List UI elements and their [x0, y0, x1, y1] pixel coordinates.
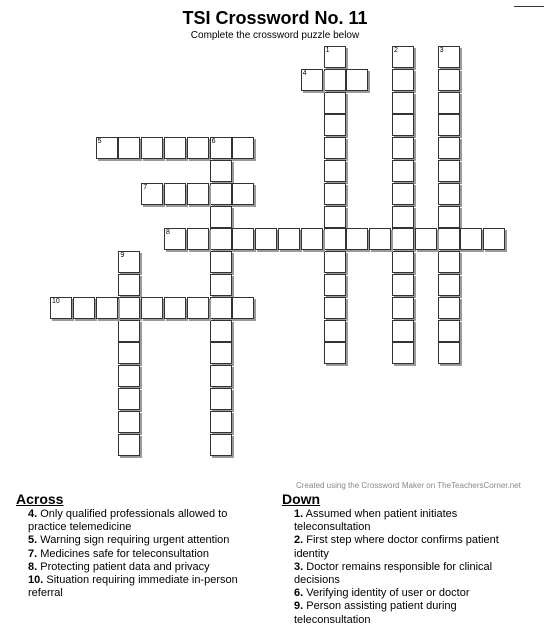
grid-cell[interactable] [324, 206, 346, 228]
grid-cell[interactable] [346, 228, 368, 250]
clue-number-label: 4 [302, 69, 307, 77]
grid-cell[interactable] [210, 274, 232, 296]
down-clue-number: 9. [294, 600, 304, 613]
grid-cell[interactable] [164, 297, 186, 319]
grid-cell[interactable] [118, 274, 140, 296]
clue-number-label: 8 [166, 229, 170, 237]
grid-cell[interactable] [346, 69, 368, 91]
grid-cell[interactable] [392, 137, 414, 159]
down-clue-number: 1. [294, 508, 304, 520]
down-clue-text: Doctor remains responsible for clinical decisions [294, 560, 493, 587]
grid-cell[interactable] [50, 297, 72, 319]
across-clue-text: Medicines safe for teleconsultation [37, 547, 210, 560]
grid-cell[interactable] [210, 228, 232, 250]
down-clue [294, 600, 524, 626]
down-clue [294, 534, 524, 560]
clue-number-label: 7 [143, 183, 148, 191]
down-clue-text: First step where doctor confirms patient identity [294, 534, 499, 560]
page-title: TSI Crossword No. 11 [182, 8, 368, 28]
grid-cell[interactable] [392, 251, 414, 273]
grid-cell[interactable] [392, 183, 414, 205]
grid-cell[interactable] [392, 46, 414, 68]
across-clue-number: 8. [28, 560, 38, 573]
grid-cell[interactable] [232, 297, 254, 319]
across-clue-number: 7. [28, 547, 38, 560]
grid-cell[interactable] [187, 297, 209, 319]
grid-cell[interactable] [187, 183, 209, 205]
grid-cell[interactable] [210, 297, 232, 319]
across-clue-number: 5. [28, 534, 38, 547]
grid-cell[interactable] [164, 137, 186, 159]
grid-cell[interactable] [301, 228, 323, 250]
across-clue-text: Warning sign requiring urgent attention [37, 534, 230, 547]
clue-number-label: 10 [52, 297, 60, 305]
grid-cell[interactable] [96, 137, 118, 159]
grid-cell[interactable] [210, 206, 232, 228]
grid-cell[interactable] [210, 160, 232, 182]
across-clue [28, 508, 258, 534]
grid-cell[interactable] [438, 183, 460, 205]
grid-cell[interactable] [164, 228, 186, 250]
grid-cell[interactable] [164, 183, 186, 205]
across-clues [16, 491, 258, 600]
grid-cell[interactable] [118, 137, 140, 159]
grid-cell[interactable] [438, 228, 460, 250]
grid-cell[interactable] [118, 365, 140, 387]
down-clue-number: 6. [294, 587, 304, 600]
grid-cell[interactable] [438, 251, 460, 273]
grid-cell[interactable] [438, 137, 460, 159]
down-clue-number: 3. [294, 560, 304, 573]
grid-cell[interactable] [438, 297, 460, 319]
grid-cell[interactable] [232, 183, 254, 205]
grid-cell[interactable] [438, 342, 460, 364]
grid-cell[interactable] [118, 388, 140, 410]
grid-cell[interactable] [210, 137, 232, 159]
grid-cell[interactable] [438, 160, 460, 182]
across-clue-text: Only qualified professionals allowed to practice telemedicine [28, 508, 228, 534]
grid-cell[interactable] [438, 206, 460, 228]
grid-cell[interactable] [278, 228, 300, 250]
grid-cell[interactable] [118, 434, 140, 456]
clue-number-label: 6 [211, 138, 216, 146]
grid-cell[interactable] [73, 297, 95, 319]
down-clue-text: Assumed when patient initiates teleconsultation [294, 508, 458, 534]
grid-cell[interactable] [118, 251, 140, 273]
grid-cell[interactable] [324, 228, 346, 250]
grid-cell[interactable] [141, 183, 163, 205]
grid-cell[interactable] [392, 92, 414, 114]
grid-cell[interactable] [324, 69, 346, 91]
grid-cell[interactable] [210, 411, 232, 433]
down-clue [294, 508, 524, 534]
across-clue-text: Situation requiring immediate in-person referral [28, 574, 238, 600]
grid-cell[interactable] [187, 137, 209, 159]
grid-cell[interactable] [324, 92, 346, 114]
across-clue [28, 574, 258, 600]
grid-cell[interactable] [415, 228, 437, 250]
credit-text: Created using the Crossword Maker on TheTeachersCorner.net [296, 481, 521, 490]
grid-cell[interactable] [141, 137, 163, 159]
clue-number-label: 9 [120, 252, 125, 260]
grid-cell[interactable] [369, 228, 391, 250]
grid-cell[interactable] [392, 297, 414, 319]
grid-cell[interactable] [324, 183, 346, 205]
grid-cell[interactable] [324, 251, 346, 273]
grid-cell[interactable] [324, 46, 346, 68]
grid-cell[interactable] [438, 69, 460, 91]
grid-cell[interactable] [324, 320, 346, 342]
grid-cell[interactable] [118, 297, 140, 319]
grid-cell[interactable] [324, 274, 346, 296]
grid-cell[interactable] [438, 46, 460, 68]
down-clue-text: Person assisting patient during teleconsultation [294, 600, 457, 626]
across-clue [28, 534, 258, 547]
grid-cell[interactable] [118, 411, 140, 433]
clue-number-label: 5 [97, 138, 102, 146]
across-clue-number: 10. [28, 574, 44, 587]
grid-cell[interactable] [392, 228, 414, 250]
grid-cell[interactable] [392, 69, 414, 91]
grid-cell[interactable] [438, 114, 460, 136]
grid-cell[interactable] [187, 228, 209, 250]
page-subtitle: Complete the crossword puzzle below [190, 30, 360, 41]
across-clue-number: 4. [28, 508, 38, 520]
grid-cell[interactable] [483, 228, 505, 250]
grid-cell[interactable] [324, 160, 346, 182]
grid-cell[interactable] [438, 320, 460, 342]
grid-cell[interactable] [118, 320, 140, 342]
grid-cell[interactable] [324, 114, 346, 136]
across-clue-text: Protecting patient data and privacy [37, 560, 210, 573]
grid-cell[interactable] [438, 274, 460, 296]
grid-cell[interactable] [210, 342, 232, 364]
grid-cell[interactable] [118, 342, 140, 364]
grid-cell[interactable] [324, 137, 346, 159]
clue-number-label: 2 [394, 47, 398, 54]
clue-number-label: 3 [439, 47, 444, 54]
across-clue [28, 548, 258, 561]
down-clue-text: Verifying identity of user or doctor [303, 587, 470, 600]
grid-cell[interactable] [210, 320, 232, 342]
across-heading: Across [16, 491, 64, 507]
grid-cell[interactable] [392, 320, 414, 342]
grid-cell[interactable] [301, 69, 323, 91]
grid-cell[interactable] [460, 228, 482, 250]
clue-number-label: 1 [325, 47, 330, 54]
across-clue [28, 561, 258, 574]
grid-cell[interactable] [255, 228, 277, 250]
grid-cell[interactable] [392, 274, 414, 296]
down-clue [294, 587, 524, 600]
down-clues [282, 491, 524, 627]
grid-cell[interactable] [210, 365, 232, 387]
grid-cell[interactable] [392, 206, 414, 228]
grid-cell[interactable] [232, 137, 254, 159]
grid-cell[interactable] [141, 297, 163, 319]
grid-cell[interactable] [324, 297, 346, 319]
grid-cell[interactable] [392, 114, 414, 136]
grid-cell[interactable] [210, 183, 232, 205]
grid-cell[interactable] [210, 251, 232, 273]
grid-cell[interactable] [324, 342, 346, 364]
down-clue [294, 561, 524, 587]
grid-cell[interactable] [96, 297, 118, 319]
down-clue-number: 2. [294, 534, 304, 547]
grid-cell[interactable] [392, 160, 414, 182]
grid-cell[interactable] [210, 388, 232, 410]
grid-cell[interactable] [392, 342, 414, 364]
grid-cell[interactable] [438, 92, 460, 114]
grid-cell[interactable] [232, 228, 254, 250]
grid-cell[interactable] [210, 434, 232, 456]
down-heading: Down [282, 491, 321, 507]
